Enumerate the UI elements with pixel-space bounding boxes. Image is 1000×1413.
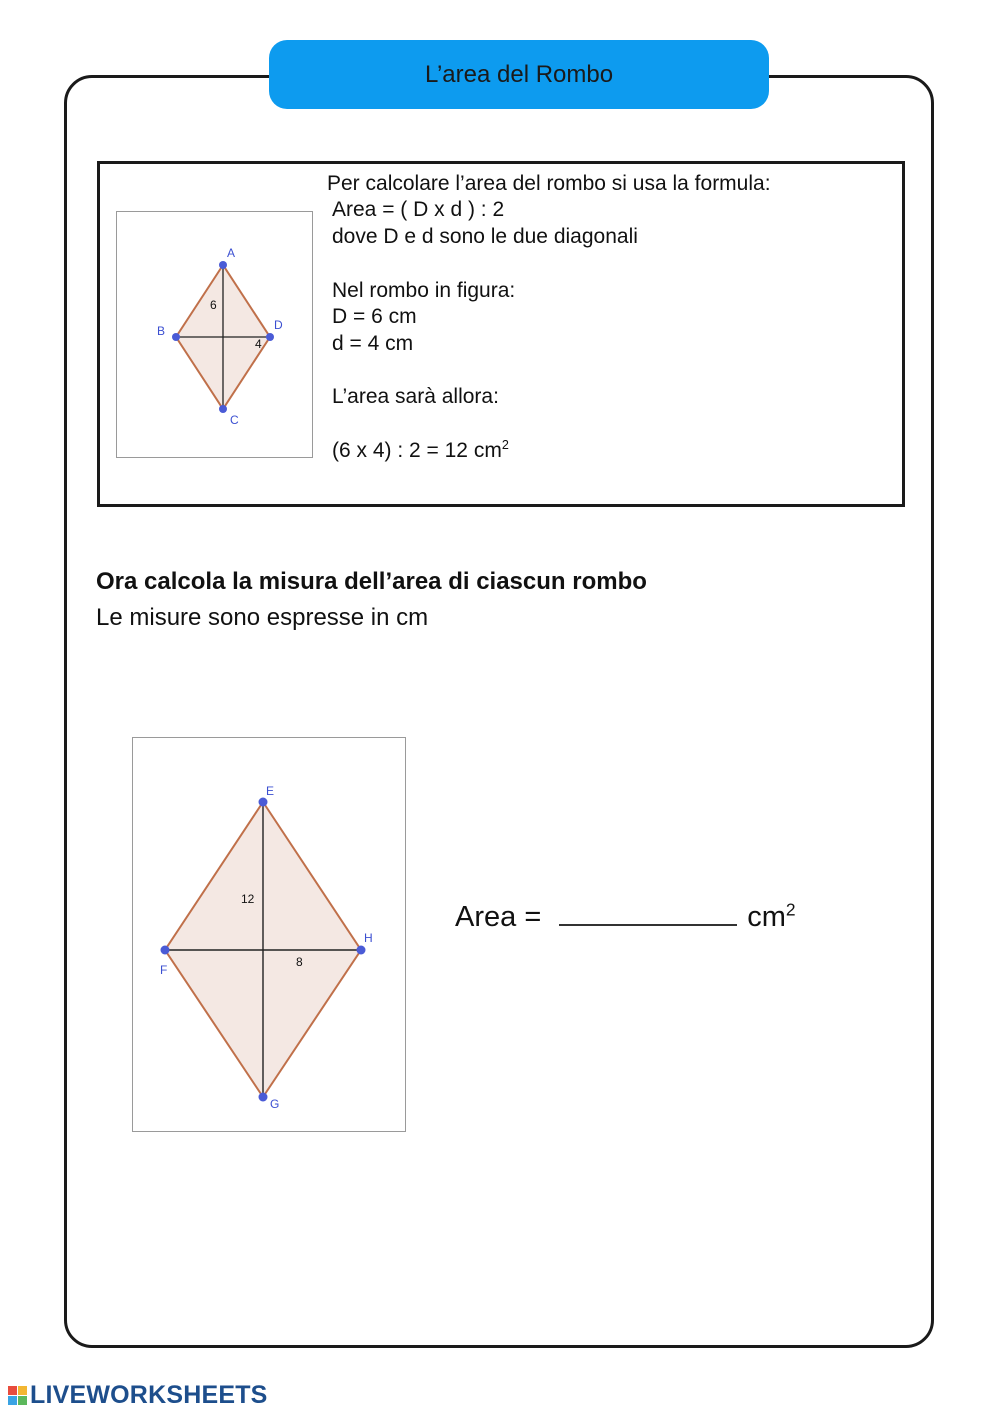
explanation-calculation (332, 438, 509, 464)
exercise-heading: Ora calcola la misura dell’area di ciascun rombo (96, 568, 647, 595)
answer-unit (747, 901, 795, 934)
example-rhombus-svg (117, 212, 314, 459)
liveworksheets-brand: LIVEWORKSHEETS (30, 1380, 268, 1409)
point-a (219, 261, 227, 269)
exercise-major-diagonal-label: 12 (241, 892, 255, 906)
point-d (266, 333, 274, 341)
explanation-intro: Nel rombo in figura: (332, 279, 516, 302)
point-c-label: C (230, 413, 239, 427)
point-e-label: E (266, 784, 275, 798)
answer-unit-text: cm (747, 901, 786, 933)
liveworksheets-logo-icon (8, 1386, 27, 1405)
point-g (259, 1093, 268, 1102)
point-f-label: F (160, 963, 168, 977)
explanation-minor-diagonal: d = 4 cm (332, 332, 414, 355)
point-e (259, 798, 268, 807)
point-g-label: G (270, 1097, 280, 1111)
exercise-minor-diagonal-label: 8 (296, 955, 303, 969)
exercise-rhombus-figure (132, 737, 406, 1132)
answer-label: Area = (455, 901, 542, 933)
explanation-result-intro: L’area sarà allora: (332, 385, 499, 408)
explanation-major-diagonal: D = 6 cm (332, 305, 417, 328)
explanation-formula: Area = ( D x d ) : 2 (332, 198, 505, 221)
exercise-subheading: Le misure sono espresse in cm (96, 604, 429, 631)
liveworksheets-logo (8, 1380, 268, 1410)
point-h (357, 946, 366, 955)
explanation-where: dove D e d sono le due diagonali (332, 225, 638, 248)
explanation-calculation-exponent: 2 (501, 438, 509, 452)
explanation-calculation-text: (6 x 4) : 2 = 12 cm (332, 439, 502, 462)
answer-row (455, 900, 796, 934)
worksheet-title (269, 40, 769, 109)
point-d-label: D (274, 318, 283, 332)
point-b-label: B (157, 324, 166, 338)
example-minor-diagonal-label: 4 (255, 337, 262, 351)
example-major-diagonal-label: 6 (210, 298, 217, 312)
point-c (219, 405, 227, 413)
example-rhombus-figure (116, 211, 313, 458)
point-f (161, 946, 170, 955)
exercise-rhombus-svg (133, 738, 407, 1133)
explanation-line1: Per calcolare l’area del rombo si usa la formula: (327, 172, 771, 195)
answer-unit-exponent: 2 (785, 899, 796, 920)
worksheet-title-text: L’area del Rombo (424, 60, 614, 88)
answer-input[interactable] (559, 900, 737, 926)
point-b (172, 333, 180, 341)
point-h-label: H (364, 931, 373, 945)
point-a-label: A (227, 246, 236, 260)
